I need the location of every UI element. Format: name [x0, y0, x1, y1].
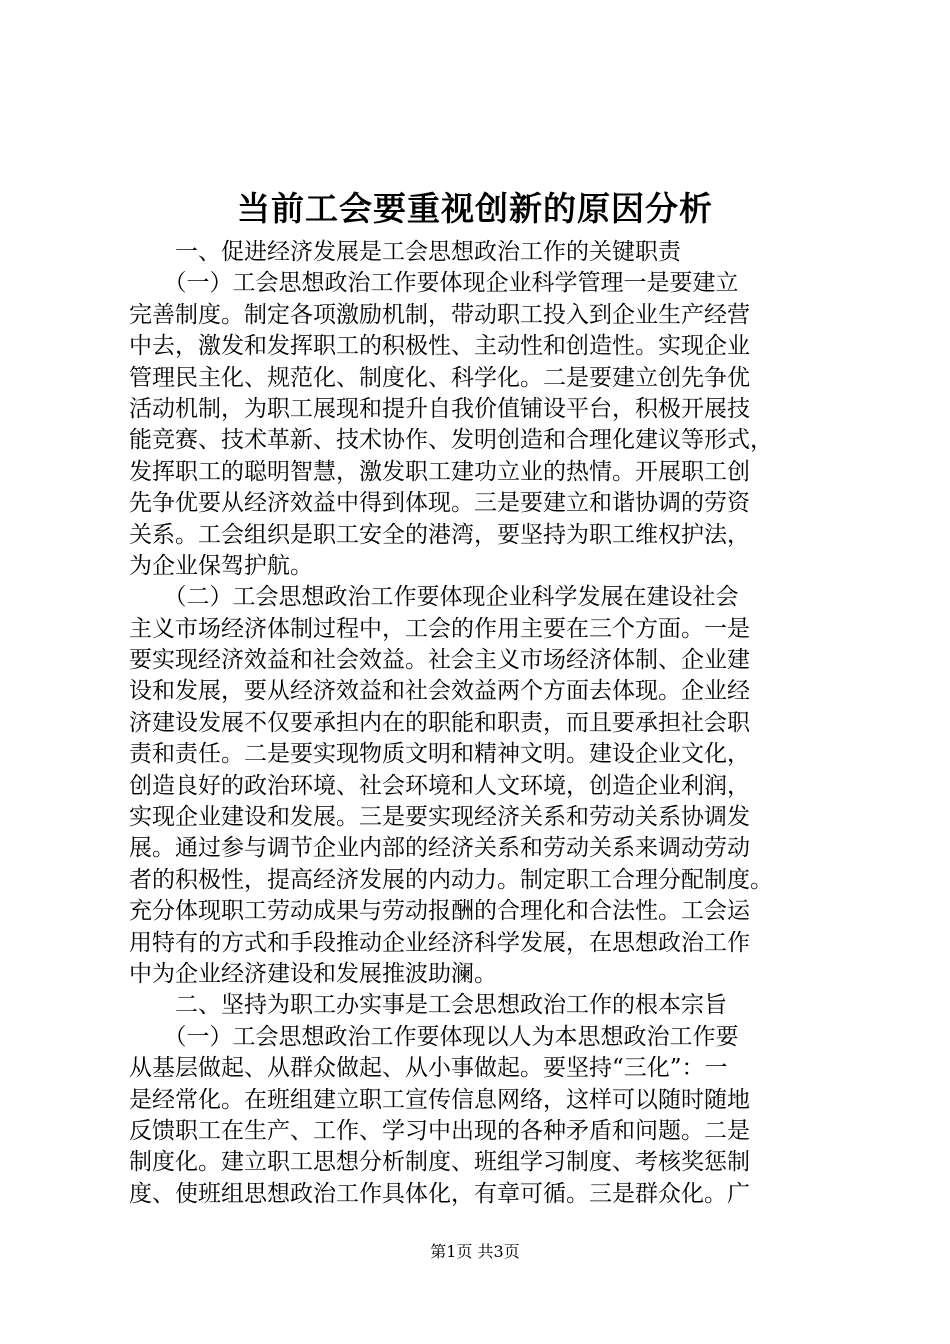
body-line: 管理民主化、规范化、制度化、科学化。二是要建立创先争优	[129, 364, 750, 391]
body-line: 设和发展，要从经济效益和社会效益两个方面去体现。企业经	[129, 678, 750, 705]
body-line: 用特有的方式和手段推动企业经济科学发展，在思想政治工作	[129, 929, 750, 956]
body-line: 一、促进经济发展是工会思想政治工作的关键职责	[129, 239, 681, 265]
body-line: 二、坚持为职工办实事是工会思想政治工作的根本宗旨	[129, 992, 727, 1019]
body-line: 为企业保驾护航。	[129, 552, 313, 579]
body-line: 责和责任。二是要实现物质文明和精神文明。建设企业文化，	[129, 741, 750, 768]
body-line: 充分体现职工劳动成果与劳动报酬的合理化和合法性。工会运	[129, 898, 750, 925]
body-line: 活动机制，为职工展现和提升自我价值铺设平台，积极开展技	[129, 395, 750, 422]
document-title: 当前工会要重视创新的原因分析	[237, 189, 713, 228]
body-line: 先争优要从经济效益中得到体现。三是要建立和谐协调的劳资	[129, 490, 750, 517]
page-footer: 第1页 共3页	[430, 1242, 520, 1261]
body-line: 度、使班组思想政治工作具体化，有章可循。三是群众化。广	[129, 1180, 750, 1207]
body-line: （一）工会思想政治工作要体现以人为本思想政治工作要	[129, 1023, 739, 1050]
body-line: 者的积极性，提高经济发展的内动力。制定职工合理分配制度。	[129, 866, 773, 893]
body-line: 主义市场经济体制过程中，工会的作用主要在三个方面。一是	[129, 615, 750, 642]
body-line: （二）工会思想政治工作要体现企业科学发展在建设社会	[129, 584, 739, 611]
document-body	[129, 237, 829, 1210]
body-line: 展。通过参与调节企业内部的经济关系和劳动关系来调动劳动	[129, 835, 750, 862]
body-line: 中为企业经济建设和发展推波助澜。	[129, 960, 497, 987]
body-line: 能竞赛、技术革新、技术协作、发明创造和合理化建议等形式，	[129, 427, 773, 454]
body-line: 创造良好的政治环境、社会环境和人文环境，创造企业利润，	[129, 772, 750, 799]
body-line: 济建设发展不仅要承担内在的职能和职责，而且要承担社会职	[129, 709, 750, 736]
body-line: 完善制度。制定各项激励机制，带动职工投入到企业生产经营	[129, 301, 750, 328]
body-line: 反馈职工在生产、工作、学习中出现的各种矛盾和问题。二是	[129, 1117, 750, 1144]
body-line: 是经常化。在班组建立职工宣传信息网络，这样可以随时随地	[129, 1086, 750, 1113]
body-line: 从基层做起、从群众做起、从小事做起。要坚持“三化”：一	[129, 1055, 728, 1082]
body-line: 中去，激发和发挥职工的积极性、主动性和创造性。实现企业	[129, 333, 750, 360]
body-line: 要实现经济效益和社会效益。社会主义市场经济体制、企业建	[129, 647, 750, 674]
body-line: 实现企业建设和发展。三是要实现经济关系和劳动关系协调发	[129, 804, 750, 831]
body-line: （一）工会思想政治工作要体现企业科学管理一是要建立	[129, 270, 739, 297]
body-line: 发挥职工的聪明智慧，激发职工建功立业的热情。开展职工创	[129, 458, 750, 485]
body-line: 制度化。建立职工思想分析制度、班组学习制度、考核奖惩制	[129, 1149, 750, 1176]
body-line: 关系。工会组织是职工安全的港湾，要坚持为职工维权护法，	[129, 521, 750, 548]
